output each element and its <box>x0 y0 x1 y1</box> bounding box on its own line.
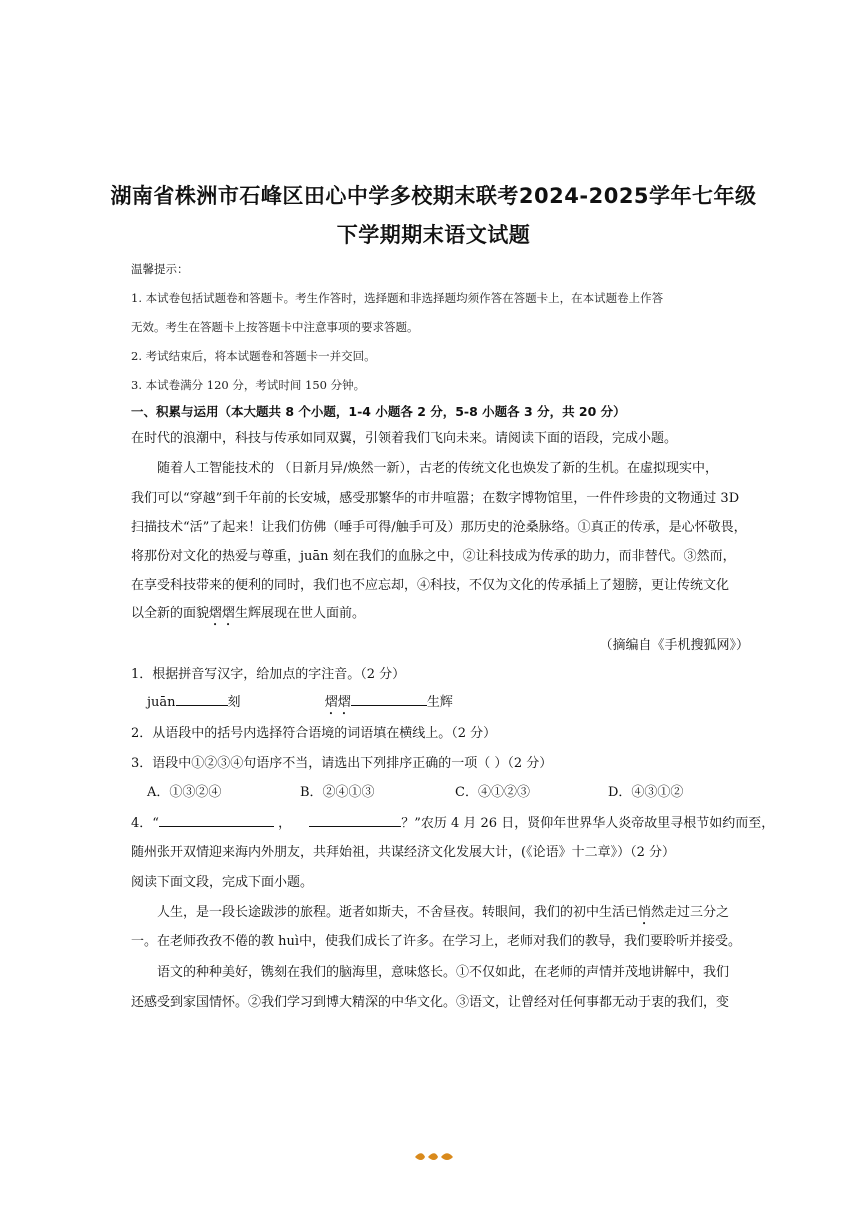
tip-item-1a: 1. 本试卷包括试题卷和答题卡。考生作答时，选择题和非选择题均须作答在答题卡上，在本试题卷上作答 <box>131 291 664 305</box>
q1-pinyin: juān <box>147 695 176 710</box>
q1-suffix-a: 刻 <box>227 695 241 710</box>
tip-item-1b: 无效。考生在答题卡上按答题卡中注意事项的要求答题。 <box>131 320 419 334</box>
passage1-line6 <box>131 602 365 629</box>
section1-heading: 一、积累与运用（本大题共 8 个小题，1-4 小题各 2 分，5-8 小题各 3 分，共 20 分） <box>131 404 626 419</box>
exam-title-line1: 湖南省株洲市石峰区田心中学多校期末联考2024-2025学年七年级 <box>110 184 757 208</box>
q1-dotted-word: 熠熠 <box>324 695 351 710</box>
exam-title-line2: 下学期期末语文试题 <box>336 223 531 247</box>
q4-rest: ？”农历 4 月 26 日，贤仰年世界华人炎帝故里寻根节如约而至， <box>401 816 775 831</box>
q4-comma: ， <box>278 816 292 831</box>
dotted-char-qiao: 悄 <box>638 905 652 920</box>
passage1-source: （摘编自《手机搜狐网》） <box>599 638 749 653</box>
section2-intro: 阅读下面文段，完成下面小题。 <box>131 875 314 890</box>
q1-answer-blank-b[interactable] <box>351 692 427 706</box>
passage1-line6-c: 生辉展现在世人面前。 <box>235 606 366 621</box>
q4-prefix: 4．“ <box>131 816 159 831</box>
question-4-line1 <box>131 812 774 831</box>
passage2-line2: 一。在老师孜孜不倦的教 huì中，使我们成长了许多。在学习上，老师对我们的教导，我们要聆听并接受。 <box>131 934 742 949</box>
question-2: 2．从语段中的括号内选择符合语境的词语填在横线上。（2 分） <box>131 726 497 741</box>
passage1-line2: 我们可以“穿越”到千年前的长安城，感受那繁华的市井喧嚣；在数字博物馆里，一件件珍贵的文物通过 3D <box>131 491 740 506</box>
question-4-line2: 随州张开双情迎来海内外朋友，共拜始祖，共谋经济文化发展大计，(《论语》十二章》）（2 分） <box>131 845 675 860</box>
passage1-line4: 将那份对文化的热爱与尊重，juān 刻在我们的血脉之中，②让科技成为传承的助力，而非替代。③然而， <box>131 549 736 564</box>
passage2-line4: 还感受到家国情怀。②我们学习到博大精深的中华文化。③语文，让曾经对任何事都无动于衷的我们，变 <box>131 995 730 1010</box>
question-1-blanks <box>147 691 453 718</box>
footer-logo-icon <box>413 1152 455 1162</box>
passage1-line5: 在享受科技带来的便利的同时，我们也不应忘却，④科技，不仅为文化的传承插上了翅膀，更让传统文化 <box>131 578 730 593</box>
question-1: 1．根据拼音写汉字，给加点的字注音。（2 分） <box>131 667 406 682</box>
tips-heading: 温馨提示： <box>131 262 189 276</box>
passage1-line1: 随着人工智能技术的 （日新月异/焕然一新），古老的传统文化也焕发了新的生机。在虚拟现实中， <box>157 461 719 476</box>
q3-option-d[interactable]: D．④③①② <box>608 785 684 800</box>
question-3: 3．语段中①②③④句语序不当，请选出下列排序正确的一项（ ）（2 分） <box>131 756 553 771</box>
q3-option-b[interactable]: B．②④①③ <box>300 785 375 800</box>
q3-option-c[interactable]: C．④①②③ <box>455 785 530 800</box>
q4-answer-blank-1[interactable] <box>159 813 274 827</box>
passage1-line3: 扫描技术“活”了起来！让我们仿佛（唾手可得/触手可及）那历史的沧桑脉络。①真正的传承，是心怀敬畏， <box>131 520 747 535</box>
passage1-line6-a: 以全新的面貌 <box>131 606 210 621</box>
tip-item-2: 2. 考试结束后，将本试题卷和答题卡一并交回。 <box>131 349 376 363</box>
dotted-word-yiyi: 熠熠 <box>209 606 236 621</box>
tip-item-3: 3. 本试卷满分 120 分，考试时间 150 分钟。 <box>131 378 366 392</box>
q1-suffix-b: 生辉 <box>426 695 453 710</box>
q3-option-a[interactable]: A．①③②④ <box>147 785 222 800</box>
passage2-line3: 语文的种种美好，镌刻在我们的脑海里，意味悠长。①不仅如此，在老师的声情并茂地讲解中，我们 <box>157 965 730 980</box>
passage2-line1-a: 人生，是一段长途跋涉的旅程。逝者如斯夫，不舍昼夜。转眼间，我们的初中生活已 <box>157 905 639 920</box>
passage2-line1-c: 然走过三分之 <box>651 905 730 920</box>
q1-answer-blank-a[interactable] <box>176 692 228 706</box>
section1-intro: 在时代的浪潮中，科技与传承如同双翼，引领着我们飞向未来。请阅读下面的语段，完成小题。 <box>131 431 678 446</box>
passage2-line1 <box>157 901 729 928</box>
q4-answer-blank-2[interactable] <box>309 813 401 827</box>
